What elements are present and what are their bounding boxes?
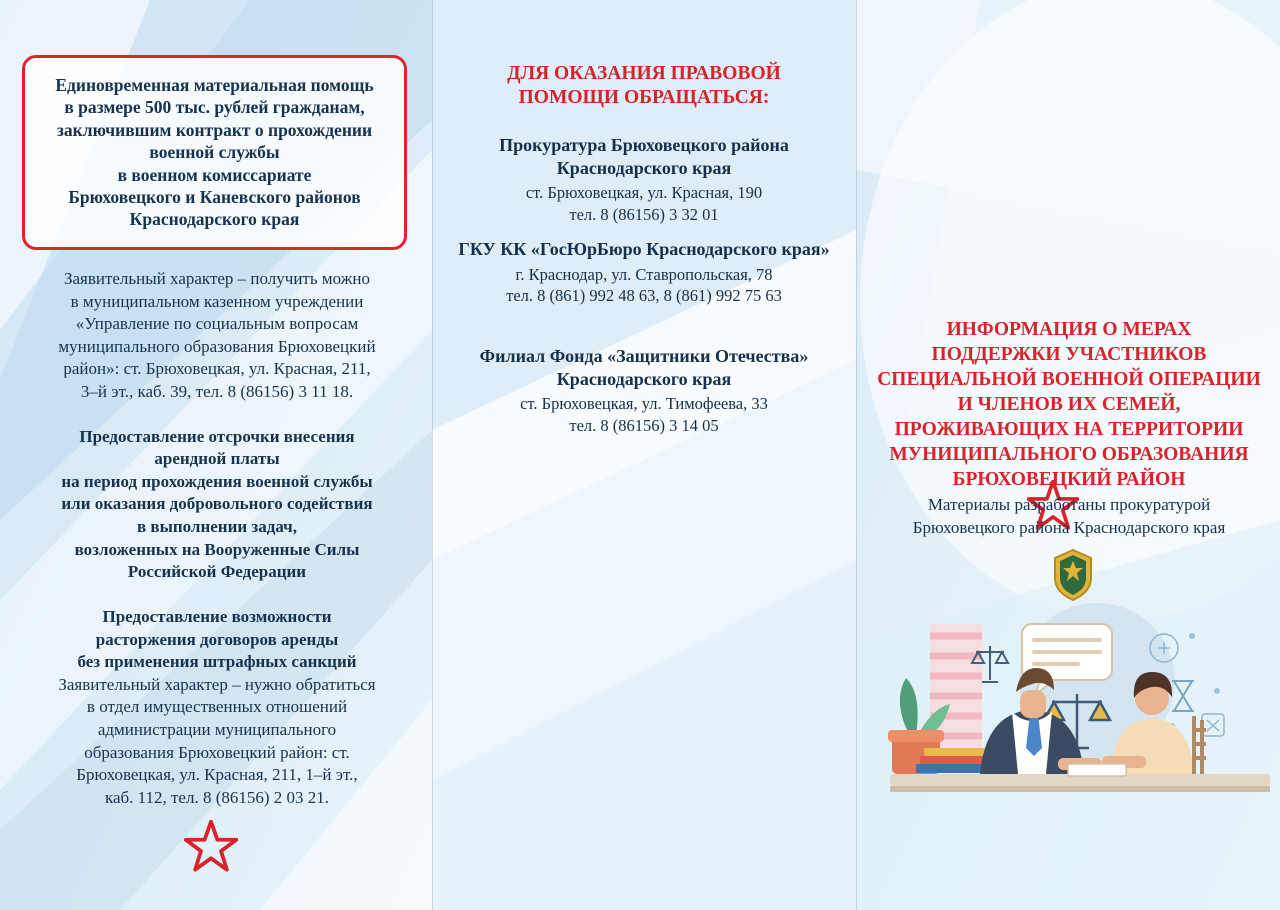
contact-address: ст. Брюховецкая, ул. Красная, 190 xyxy=(525,183,763,203)
spacer xyxy=(18,404,416,426)
right-title-line-5: МУНИЦИПАЛЬНОГО ОБРАЗОВАНИЯ xyxy=(889,443,1249,465)
contact-address: г. Краснодар, ул. Ставропольская, 78 xyxy=(515,264,773,284)
highlight-line-2: заключившим контракт о прохождении xyxy=(56,119,373,140)
left-section-0 xyxy=(18,268,416,404)
right-title-line-4: ПРОЖИВАЮЩИХ НА ТЕРРИТОРИИ xyxy=(894,418,1244,440)
left-s1-l3: или оказания добровольного содействия xyxy=(61,494,373,514)
center-title-line-1: ПОМОЩИ ОБРАЩАТЬСЯ: xyxy=(518,87,770,109)
contact-block-gosyurburo xyxy=(456,238,832,307)
right-subtitle xyxy=(880,494,1258,540)
right-title xyxy=(876,318,1262,493)
left-s3-l1: в отдел имущественных отношений xyxy=(86,697,348,717)
right-subtitle-line-0: Материалы разработаны прокуратурой xyxy=(927,495,1211,514)
highlight-line-3: военной службы xyxy=(149,142,280,163)
left-s0-l2: «Управление по социальным вопросам xyxy=(75,314,359,334)
left-s1-l0: Предоставление отсрочки внесения xyxy=(79,426,355,446)
highlight-line-4: в военном комиссариате xyxy=(117,164,312,185)
right-subtitle-line-1: Брюховецкого района Краснодарского края xyxy=(912,517,1226,537)
center-title-line-0: ДЛЯ ОКАЗАНИЯ ПРАВОВОЙ xyxy=(507,63,781,84)
right-title-line-3: И ЧЛЕНОВ ИХ СЕМЕЙ, xyxy=(957,393,1181,415)
left-s1-l5: возложенных на Вооруженные Силы xyxy=(74,539,360,559)
left-s3-l4: Брюховецкая, ул. Красная, 211, 1–й эт., xyxy=(76,765,358,785)
right-title-line-2: СПЕЦИАЛЬНОЙ ВОЕННОЙ ОПЕРАЦИИ xyxy=(877,368,1261,390)
highlight-box xyxy=(22,55,407,250)
left-s1-l1: арендной платы xyxy=(154,449,280,469)
left-s0-l0: Заявительный характер – получить можно xyxy=(63,269,371,288)
highlight-line-6: Краснодарского края xyxy=(129,209,300,230)
left-s3-l0: Заявительный характер – нужно обратиться xyxy=(58,674,376,694)
panel-left xyxy=(0,0,432,910)
left-s1-l4: в выполнении задач, xyxy=(136,517,298,537)
left-s1-l2: на период прохождения военной службы xyxy=(61,471,373,491)
right-title-line-6: БРЮХОВЕЦКИЙ РАЙОН xyxy=(952,468,1186,490)
left-s0-l4: район»: ст. Брюховецкая, ул. Красная, 211, xyxy=(63,359,371,379)
left-s0-l3: муниципального образования Брюховецкий xyxy=(58,336,376,356)
left-s2-l1: расторжения договоров аренды xyxy=(95,629,339,649)
center-title xyxy=(460,62,828,111)
contact-block-prosecutor xyxy=(456,134,832,225)
red-star-shape xyxy=(184,820,238,874)
emblem-art xyxy=(1052,548,1094,602)
right-title-line-1: ПОДДЕРЖКИ УЧАСТНИКОВ xyxy=(931,343,1207,365)
left-s2-l2: без применения штрафных санкций xyxy=(77,652,357,672)
prosecutor-office-emblem xyxy=(1052,548,1094,602)
highlight-line-5: Брюховецкого и Каневского районов xyxy=(68,186,361,207)
left-body-text xyxy=(18,268,416,809)
contact-name: Прокуратура Брюховецкого района Краснодарского края xyxy=(499,135,789,178)
panel-right xyxy=(856,0,1280,910)
panel-center xyxy=(432,0,856,910)
contact-phone: тел. 8 (86156) 3 14 05 xyxy=(569,415,719,435)
red-star-icon xyxy=(184,820,238,874)
left-s1-l6: Российской Федерации xyxy=(127,562,307,582)
contact-address: ст. Брюховецкая, ул. Тимофеева, 33 xyxy=(520,394,768,414)
left-s3-l5: каб. 112, тел. 8 (86156) 2 03 21. xyxy=(104,787,330,807)
left-s0-l5: 3–й эт., каб. 39, тел. 8 (86156) 3 11 18. xyxy=(80,382,354,402)
contact-block-defenders-fund xyxy=(456,345,832,436)
right-title-line-0: ИНФОРМАЦИЯ О МЕРАХ xyxy=(946,319,1192,340)
contact-name: Филиал Фонда «Защитники Отечества» Краснодарского края xyxy=(479,346,809,389)
left-section-2 xyxy=(18,606,416,674)
highlight-line-1: в размере 500 тыс. рублей гражданам, xyxy=(64,97,365,118)
left-s3-l2: администрации муниципального xyxy=(97,719,337,739)
spacer xyxy=(18,584,416,606)
contact-phone: тел. 8 (86156) 3 32 01 xyxy=(569,204,719,224)
contact-name: ГКУ КК «ГосЮрБюро Краснодарского края» xyxy=(458,239,830,259)
left-section-3 xyxy=(18,674,416,810)
left-s2-l0: Предоставление возможности xyxy=(102,606,332,626)
left-s0-l1: в муниципальном казенном учреждении xyxy=(70,291,364,311)
contact-phone: тел. 8 (861) 992 48 63, 8 (861) 992 75 63 xyxy=(506,286,782,306)
left-section-1 xyxy=(18,426,416,584)
left-s3-l3: образования Брюховецкий район: ст. xyxy=(84,742,350,762)
highlight-line-0: Единовременная материальная помощь xyxy=(55,75,374,95)
